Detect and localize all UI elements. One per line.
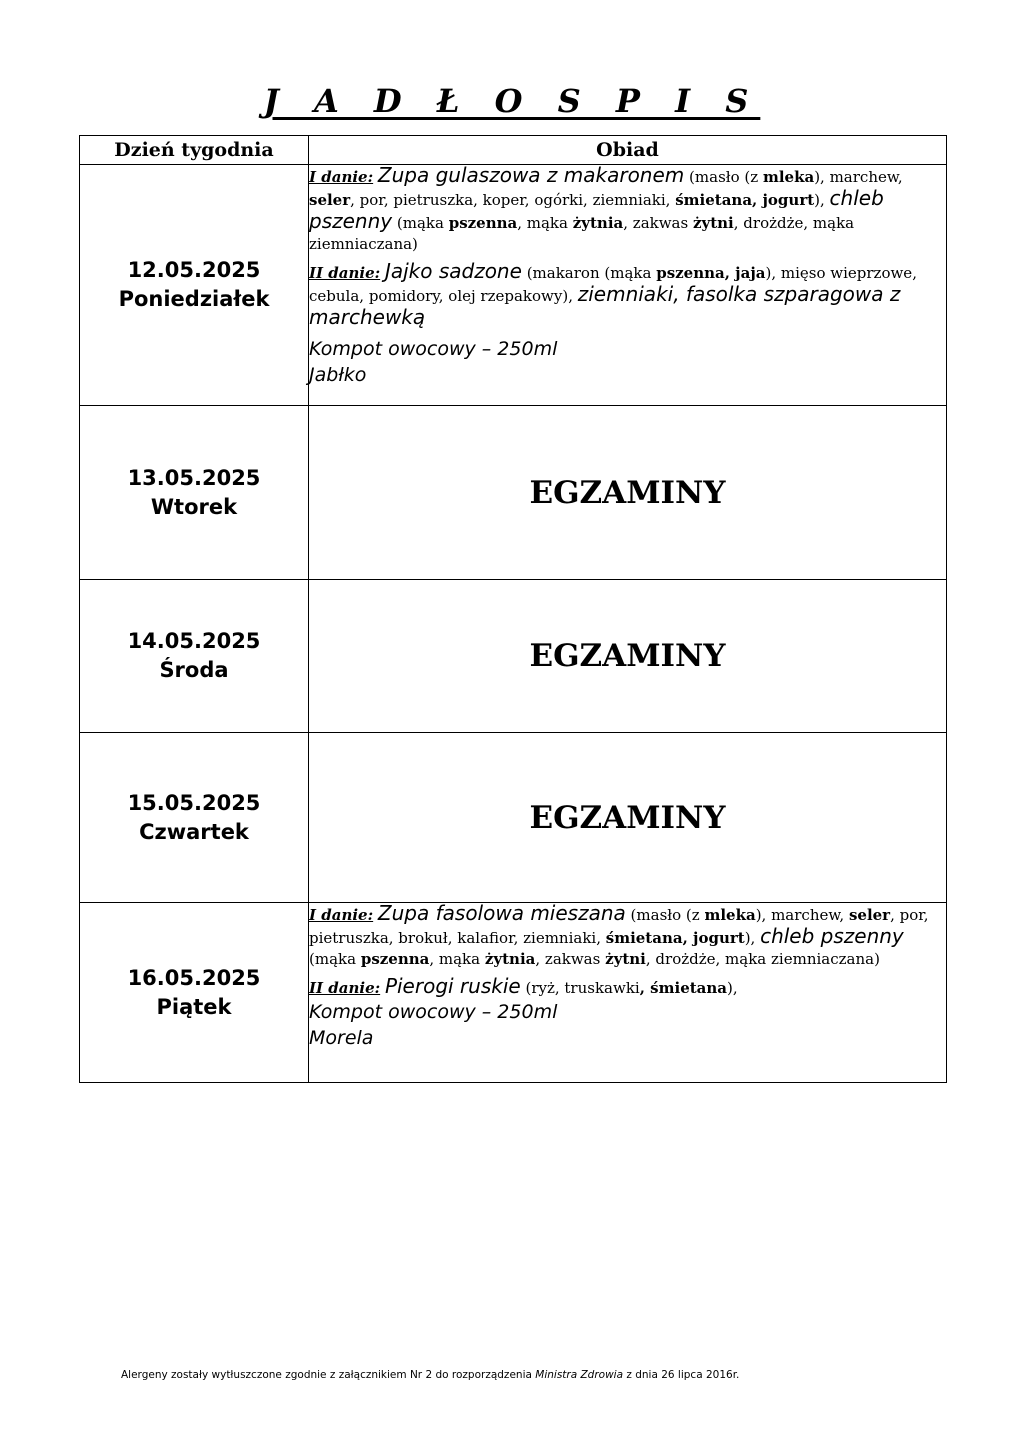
table-row <box>80 406 947 580</box>
first-course <box>309 903 946 970</box>
allergen: seler <box>309 191 351 209</box>
menu-table <box>79 135 947 1083</box>
day-weekday: Wtorek <box>150 494 238 519</box>
allergen: żytni <box>692 214 734 232</box>
allergen: śmietana, jogurt <box>605 929 745 947</box>
exam-note: EGZAMINY <box>309 733 947 903</box>
meal-cell <box>309 903 947 1083</box>
ingredients-text: ), mięso wieprzowe, cebula, pomidory, olej rzepakowy), <box>309 264 917 305</box>
day-cell <box>80 165 309 406</box>
first-course-label: I danie: <box>309 168 374 186</box>
allergen: żytnia <box>484 950 536 968</box>
footnote-date: z dnia 26 lipca 2016r. <box>623 1369 740 1381</box>
ingredients-text: , por, pietruszka, brokuł, kalafior, ziemniaki, <box>309 906 929 947</box>
second-course-dish: Pierogi ruskie <box>384 974 521 998</box>
second-course-label: II danie: <box>309 264 381 282</box>
second-course <box>309 261 946 330</box>
first-course <box>309 165 946 255</box>
fruit: Jabłko <box>309 364 367 386</box>
first-course-dish: Zupa gulaszowa z makaronem <box>377 163 685 187</box>
ingredients-text: , zakwas <box>623 214 693 232</box>
day-date: 13.05.2025 <box>127 465 261 490</box>
day-date: 15.05.2025 <box>127 790 261 815</box>
bread-dish: chleb pszenny <box>760 924 904 948</box>
allergen: żytni <box>605 950 646 968</box>
table-row <box>80 165 947 406</box>
day-weekday: Poniedziałek <box>118 287 270 311</box>
ingredients-text: , zakwas <box>535 950 606 968</box>
header-meal: Obiad <box>309 136 947 165</box>
day-cell <box>80 733 309 903</box>
second-course <box>309 976 946 999</box>
table-row <box>80 733 947 903</box>
day-weekday: Czwartek <box>139 819 249 844</box>
allergen-footnote <box>121 1369 739 1381</box>
bread-dish: chleb pszenny <box>309 186 884 233</box>
second-course-dish: Jajko sadzone <box>384 259 522 283</box>
day-cell <box>80 406 309 580</box>
ingredients-text: ), <box>814 191 830 209</box>
ingredients-text: ), marchew, <box>755 906 849 924</box>
ingredients-text: (mąka <box>309 950 361 968</box>
ingredients-text: , mąka <box>517 214 573 232</box>
table-row <box>80 903 947 1083</box>
day-date: 14.05.2025 <box>127 629 261 653</box>
allergen: seler <box>848 906 891 924</box>
first-course-label: I danie: <box>309 906 374 924</box>
allergen: mleka <box>762 168 815 186</box>
ingredients-text: , mąka <box>429 950 485 968</box>
allergen: pszenna <box>360 950 430 968</box>
ingredients-text: (ryż, truskawki <box>520 979 640 997</box>
ingredients-text: (masło (z <box>684 168 763 186</box>
header-day: Dzień tygodnia <box>80 136 309 165</box>
day-date: 16.05.2025 <box>127 965 261 990</box>
day-cell <box>80 903 309 1083</box>
day-weekday: Środa <box>159 658 229 682</box>
exam-note: EGZAMINY <box>309 580 947 733</box>
ingredients-text: (masło (z <box>625 906 705 924</box>
day-cell <box>80 580 309 733</box>
fruit: Morela <box>309 1027 374 1049</box>
allergen: , śmietana <box>639 979 728 997</box>
ingredients-text: ), <box>744 929 761 947</box>
ingredients-text: , por, pietruszka, koper, ogórki, ziemniaki, <box>350 191 676 209</box>
table-row <box>80 580 947 733</box>
second-course-label: II danie: <box>309 979 381 997</box>
allergen: mleka <box>704 906 756 924</box>
footnote-text: Alergeny zostały wytłuszczone zgodnie z załącznikiem Nr 2 do rozporządzenia <box>121 1369 536 1381</box>
table-header-row <box>80 136 947 165</box>
ingredients-text: ), <box>727 979 738 997</box>
ingredients-text: (makaron (mąka <box>521 264 657 282</box>
side-dish: ziemniaki, fasolka szparagowa z marchewką <box>309 282 901 329</box>
ingredients-text: (mąka <box>392 214 449 232</box>
first-course-dish: Zupa fasolowa mieszana <box>377 901 626 925</box>
exam-note: EGZAMINY <box>309 406 947 580</box>
footnote-ministry: Ministra Zdrowia <box>535 1369 624 1381</box>
page-title: J A D Ł O S P I S <box>263 82 761 120</box>
allergen: śmietana, jogurt <box>675 191 815 209</box>
ingredients-text: , drożdże, mąka ziemniaczana) <box>645 950 880 968</box>
allergen: pszenna <box>448 214 518 232</box>
ingredients-text: ), marchew, <box>814 168 903 186</box>
allergen: żytnia <box>572 214 624 232</box>
meal-cell <box>309 165 947 406</box>
ingredients-text: , drożdże, mąka ziemniaczana) <box>309 214 855 253</box>
drink: Kompot owocowy – 250ml <box>309 338 558 360</box>
day-weekday: Piątek <box>156 994 232 1019</box>
drink: Kompot owocowy – 250ml <box>309 1001 558 1023</box>
allergen: pszenna, jaja <box>656 264 766 282</box>
day-date: 12.05.2025 <box>127 258 261 282</box>
